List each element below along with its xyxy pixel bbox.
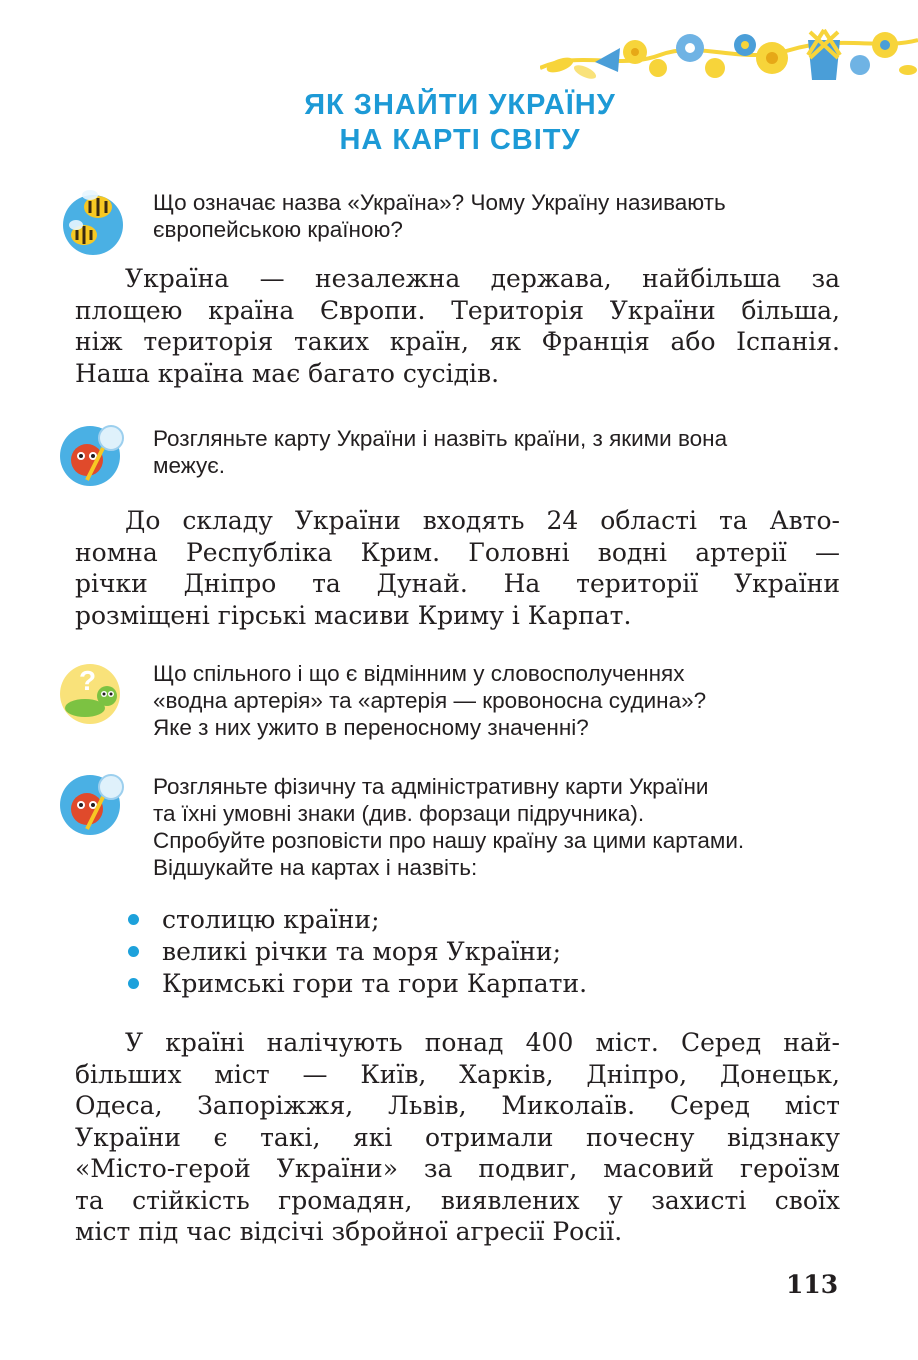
task-line: Що спільного і що є відмінним у словосполученнях <box>153 661 685 686</box>
paragraph-line: Наша країна має багато сусідів. <box>75 358 500 388</box>
page-number: 113 <box>786 1270 839 1299</box>
paragraph-line: номна Республіка Крим. Головні водні артерії — <box>75 537 840 567</box>
caterpillar-question-icon <box>57 656 127 730</box>
paragraph-line: площею країна Європи. Територія України більша, <box>75 295 840 325</box>
paragraph-line: Одеса, Запоріжжя, Львів, Миколаїв. Серед міст <box>75 1091 840 1120</box>
paragraph-line: ніж територія таких країн, як Франція або Іспанія. <box>75 327 840 356</box>
task-line: європейською країною? <box>153 217 403 242</box>
ant-magnifier-icon <box>57 767 127 841</box>
task-line: та їхні умовні знаки (див. форзаци підручника). <box>153 801 645 826</box>
task-line: Яке з них ужито в переносному значенні? <box>153 715 589 740</box>
paragraph-line: «Місто-герой України» за подвиг, масовий героїзм <box>75 1154 840 1183</box>
paragraph-line: України є такі, які отримали почесну відзнаку <box>75 1122 840 1152</box>
task-2 <box>153 425 841 479</box>
paragraph-line: Україна — незалежна держава, найбільша за <box>125 264 840 293</box>
list-item-text: Кримські гори та гори Карпати. <box>162 968 588 998</box>
page-title <box>150 88 770 158</box>
task-1 <box>153 189 841 243</box>
list-item <box>128 903 828 935</box>
task-line: «водна артерія» та «артерія — кровоносна судина»? <box>153 688 707 713</box>
task-line: Спробуйте розповісти про нашу країну за цими картами. <box>153 828 745 853</box>
bullet-dot-icon <box>128 978 139 989</box>
list-item <box>128 967 828 999</box>
task-4 <box>153 773 841 881</box>
bullet-dot-icon <box>128 946 139 957</box>
task-line: Розгляньте карту України і назвіть країни, з якими вона <box>153 426 728 451</box>
paragraph-line: розміщені гірські масиви Криму і Карпат. <box>75 600 632 630</box>
paragraph-3 <box>75 1027 840 1248</box>
paragraph-line: більших міст — Київ, Харків, Дніпро, Донецьк, <box>75 1059 840 1089</box>
list-item-text: великі річки та моря України; <box>162 936 561 966</box>
task-line: межує. <box>153 453 226 478</box>
paragraph-line: міст під час відсічі збройної агресії Росії. <box>75 1217 623 1246</box>
task-3 <box>153 660 841 741</box>
title-line-2: НА КАРТІ СВІТУ <box>339 124 581 156</box>
title-line-1: ЯК ЗНАЙТИ УКРАЇНУ <box>304 89 616 121</box>
bullet-dot-icon <box>128 914 139 925</box>
task-line: Що означає назва «Україна»? Чому Україну називають <box>153 190 726 215</box>
list-item <box>128 935 828 967</box>
paragraph-line: У країні налічують понад 400 міст. Серед най- <box>125 1028 840 1057</box>
task-line: Розгляньте фізичну та адміністративну карти України <box>153 774 709 799</box>
list-item-text: столицю країни; <box>162 904 380 934</box>
svg-text:?: ? <box>79 665 97 696</box>
floral-ornament <box>540 10 918 90</box>
paragraph-line: та стійкість громадян, виявлених у захисті своїх <box>75 1185 840 1215</box>
paragraph-2 <box>75 505 840 631</box>
task-line: Відшукайте на картах і назвіть: <box>153 855 478 880</box>
paragraph-line: річки Дніпро та Дунай. На території України <box>75 569 840 598</box>
ant-magnifier-icon <box>57 418 127 492</box>
paragraph-line: До складу України входять 24 області та Авто- <box>125 506 840 535</box>
bees-icon <box>60 185 130 259</box>
bullet-list <box>128 903 828 999</box>
paragraph-1 <box>75 263 840 389</box>
